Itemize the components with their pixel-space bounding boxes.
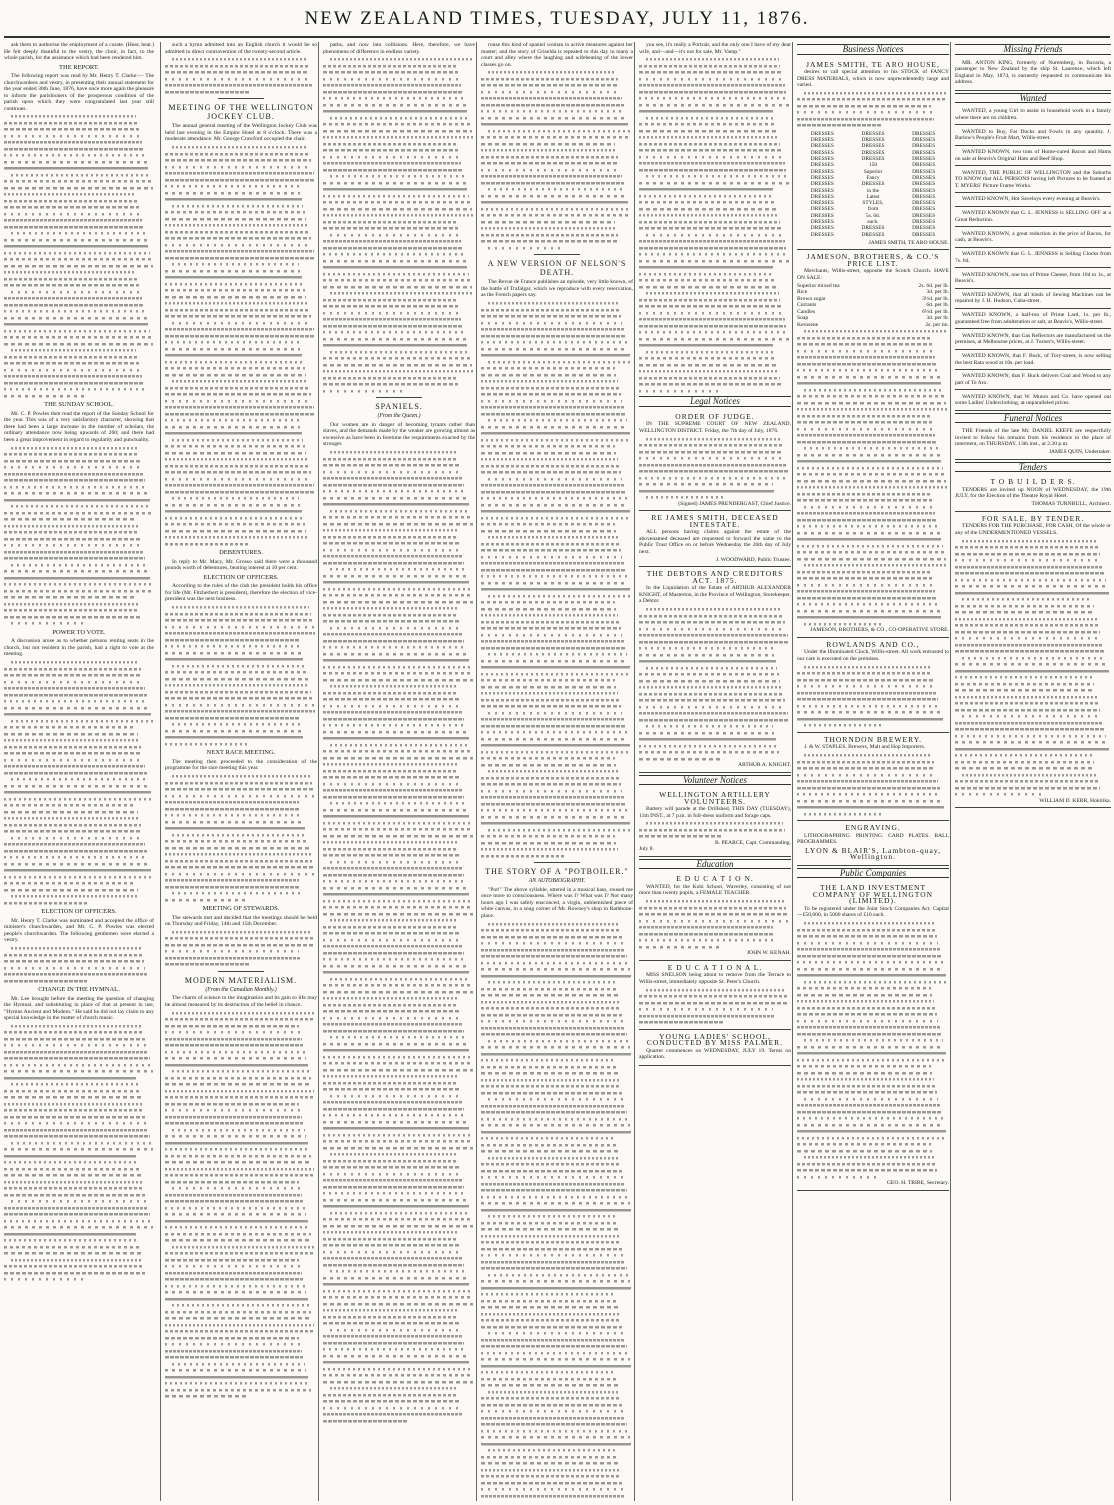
funeral-notices-heading: Funeral Notices (955, 413, 1111, 424)
dresses-cell: DRESSES (912, 231, 936, 238)
price-value: 3d. per lb. (926, 289, 949, 296)
dresses-cell: DRESSES (810, 156, 834, 163)
funeral-signature: JAMES QUIN, Undertaker. (1048, 449, 1111, 456)
ladies-school-notice (639, 1030, 791, 1066)
sale-title: FOR SALE, BY TENDER. (981, 513, 1085, 523)
dresses-cell: DRESSES (810, 149, 834, 156)
jockey-club-heading: MEETING OF THE WELLINGTON JOCKEY CLUB. (168, 103, 314, 122)
intro-paragraph: paths, and now into collisions. Here, therefore, we have phenomena of difference in endless variety. (323, 42, 475, 55)
wanted-list (955, 106, 1111, 410)
masthead: NEW ZEALAND TIMES, TUESDAY, JULY 11, 1876. (304, 8, 810, 29)
dresses-cell: DRESSES (810, 193, 834, 200)
body-text (481, 921, 633, 1501)
price-value: 6d. per lb. (926, 302, 949, 309)
dresses-cell: DRESSES (912, 174, 936, 181)
report-text: The following report was read by Mr. Henry T. Clarke:— The churchwardens and vestry, in presenting their annual statement for the year ended 30th June, 1876, have once more again the pleasure to inform the parishioners of the prosperous condition of the parish upon which they were congratulated last year still continues. (4, 73, 154, 112)
dresses-cell: DRESSES (912, 187, 936, 194)
body-text (797, 328, 949, 627)
text-line (639, 944, 723, 951)
text-line (323, 1418, 407, 1425)
next-race-text: The meeting then proceeded to the consideration of the programme for the race meeting this year. (165, 758, 317, 772)
missing-friends-heading: Missing Friends (955, 44, 1111, 55)
price-item: Candles (797, 308, 816, 315)
price-item: Currants (797, 302, 817, 309)
dresses-cell: DRESSES (861, 149, 885, 156)
dresses-cell: DRESSES (810, 137, 834, 144)
debtors-title: THE DEBTORS AND CREDITORS ACT. 1875. (646, 569, 784, 585)
dresses-cell: DRESSES (810, 231, 834, 238)
dresses-cell: DRESSES (912, 156, 936, 163)
jockey-club-text: The annual general meeting of the Wellington Jockey Club was held last evening in the Empire Hotel at 8 o'clock. There was a moderate attendance. Mr. George Crawford occupied the chair. (165, 123, 317, 143)
separator (376, 397, 422, 398)
builders-tender (955, 475, 1111, 511)
nelson-heading: A NEW VERSION OF NELSON'S DEATH. (487, 259, 627, 278)
educational-title: E D U C A T I O N A L. (667, 962, 763, 972)
debtors-signature: ARTHUR A. KNIGHT. (737, 762, 791, 769)
stewards-heading: MEETING OF STEWARDS. (202, 905, 280, 913)
dresses-cell: DRESSES (810, 174, 834, 181)
power-heading: POWER TO VOTE. (52, 628, 106, 636)
text-line (165, 741, 249, 748)
column-4 (476, 42, 637, 1501)
stewards-text: The stewards met and decided that the meetings should be held on Thursday and Friday, 14th and 15th December. (165, 914, 317, 928)
column-2 (160, 42, 321, 1501)
dresses-cell: DRESSES (810, 143, 834, 150)
next-race-heading: NEXT RACE MEETING. (206, 749, 276, 757)
text-line (4, 393, 87, 400)
engraving-ad (797, 821, 949, 866)
body-text (165, 604, 317, 747)
wanted-ad: WANTED KNOWN, that W. Munro and Co. have opened out some Ladies' Underclothing, at unparalleled prices. (955, 392, 1111, 411)
sale-text: TENDERS FOR THE PURCHASE, FOR CASH, Of the whole or any of the UNDERMENTIONED VESSELS. (955, 523, 1111, 536)
potboiler-heading: THE STORY OF A "POTBOILER." (485, 867, 629, 877)
body-text (165, 773, 317, 903)
power-text: A discussion arose as to whether persons renting seats in the church, but not resident in the parish, had a right to vote at the meeting. (4, 638, 154, 658)
text-line (639, 1019, 723, 1026)
dresses-cell: DRESSES (912, 162, 936, 169)
materialism-source: (From the Canadian Monthly.) (205, 986, 277, 993)
jameson-signature: JAMESON, BROTHERS, & CO., CO-OPERATIVE STORE. (810, 627, 949, 634)
dresses-cell: DRESSES (912, 200, 936, 207)
price-value: 2s. per tin. (925, 321, 949, 328)
intro-paragraph: you see, it's really a Portrait, and the only one I have of my dear wife, and—and—it's not for sale, Mr. Vamp." (639, 42, 791, 55)
wanted-ad: WANTED KNOWN, two tons of Home-cured Bacon and Hams on sale at Beavis's Original Ham and Beef Shop. (955, 147, 1111, 166)
dresses-cell: DRESSES (810, 219, 834, 226)
ladies-school-text: Quarter commences on WEDNESDAY, JULY 19. Terms on application. (639, 1047, 791, 1061)
masthead-rule (4, 36, 1110, 38)
judge-order-signature: (Signed) JAMES PRENDERGAST, Chief Justice. (678, 500, 791, 507)
debentures-text: In reply to Mr. Macy, Mr. Grosso said there were a thousand pounds worth of debentures, bearing interest at 10 per cent. (165, 558, 317, 572)
intro-paragraph: rouse this kind of spaniel woman to active measures against her master; and the story of Griselda is repeated to this day in many a court and alley where the laughing and wifebeating of the lower classes go on. (481, 42, 633, 68)
wanted-ad: WANTED KNOWN, that F. Buck delivers Coal and Wood to any part of Te Aro. (955, 371, 1111, 390)
legal-notices-heading: Legal Notices (639, 396, 791, 407)
smith-signature: JAMES SMITH, TE ARO HOUSE. (868, 239, 949, 246)
text-line (804, 811, 881, 818)
body-text (797, 90, 949, 129)
dresses-cell: Latest (866, 193, 880, 200)
dresses-cell: DRESSES (810, 130, 834, 137)
land-company-title: THE LAND INVESTMENT COMPANY OF WELLINGTON (LIMITED). (812, 883, 934, 906)
text-line (4, 1276, 87, 1283)
text-line (804, 621, 881, 628)
text-line (165, 961, 249, 968)
public-companies-heading: Public Companies (797, 868, 949, 879)
wanted-ad: WANTED KNOWN, that Gas Reflectors are manufactured on the premises, at Melbourne prices, at J. Turner's, Willis-street. (955, 331, 1111, 350)
body-text (4, 659, 154, 906)
judge-order-title: ORDER OF JUDGE. (675, 411, 755, 421)
education-title: E D U C A T I O N. (676, 874, 754, 884)
dresses-cell: DRESSES (912, 212, 936, 219)
smith-ad (797, 58, 949, 251)
debtors-text: In the Liquidation of the Estate of ARTHUR ALEXANDER KNIGHT, of Masterton, in the Province of Wellington, Storekeeper, a Debtor. (639, 585, 791, 605)
dresses-cell: DRESSES (810, 206, 834, 213)
dresses-cell: DRESSES (912, 181, 936, 188)
separator (534, 862, 580, 863)
column-5 (634, 42, 795, 1501)
text-line (481, 1499, 565, 1501)
rowlands-text: Under the Illuminated Clock, Willis-street. All work entrusted to our care is executed on the premises. (797, 649, 949, 662)
land-company-text: To be registered under the Joint Stock Companies Act. Capital—£50,000, in 5000 shares of £10 each. (797, 905, 949, 919)
body-text (4, 1023, 154, 1283)
jameson-ad (797, 250, 949, 637)
text-line (165, 541, 249, 548)
dresses-cell: each. (867, 219, 879, 226)
body-text (639, 987, 791, 1026)
education-notice (639, 872, 791, 960)
body-text (797, 664, 949, 729)
educational-text: MISS SNELSON being about to remove from the Terrace to Willis-street, immediately opposite St. Peter's Church. (639, 972, 791, 985)
text-line (488, 245, 565, 252)
column-1 (4, 42, 158, 1501)
missing-text: MR. ANTON KING, formerly of Nuremberg, in Bavaria, a passenger to New Zealand by the ship St. Laurence, which left England in May, 1874, is earnestly requested to communicate his address. (955, 59, 1111, 85)
wanted-ad: WANTED KNOWN, Hot Saveloys every evening at Beavis's. (955, 194, 1111, 207)
artillery-notice (639, 788, 791, 857)
debentures-heading: DEBENTURES. (219, 549, 263, 557)
dresses-cell: DRESSES (912, 143, 936, 150)
wanted-ad: WANTED KNOWN, one ton of Prime Cheese, from 10d to 1s., at Beavis's. (955, 270, 1111, 289)
engraving-text: LITHOGRAPHING. PRINTING. CARD PLATES. BALL PROGRAMMES. (797, 832, 949, 846)
lyon-blair: LYON & BLAIR'S, Lambton-quay, Wellington. (805, 845, 941, 862)
price-item: Brown sugar (797, 295, 826, 302)
price-value: 2s. 6d. per lb. (918, 282, 949, 289)
officers-heading: ELECTION OF OFFICERS. (41, 908, 117, 916)
dresses-cell: DRESSES (810, 212, 834, 219)
educational-notice (639, 961, 791, 1030)
builders-text: TENDERS are invited up NOON of WEDNESDAY, the 19th JULY, for the Erection of the Theatre Royal Hotel. (955, 486, 1111, 500)
debtors-notice (639, 567, 791, 772)
dresses-cell: DRESSES (810, 168, 834, 175)
wanted-ad: WANTED to Buy, Fat Ducks and Fowls in any quantity. J. Barlow's People's Fruit Mart, Willis-street. (955, 127, 1111, 146)
judge-order-notice (639, 410, 791, 511)
artillery-title: WELLINGTON ARTILLERY VOLUNTEERS. (659, 790, 771, 806)
spaniels-text: Our women are in danger of becoming tyrants rather than slaves, and the demands made by the weaker are growing almost as excessive as have been in foretime the requirements exacted by the stronger. (323, 421, 475, 448)
dresses-cell: DRESSES (861, 225, 885, 232)
separator (218, 971, 264, 972)
spaniels-source: (From the Queen.) (377, 413, 421, 420)
dresses-cell: DRESSES (861, 143, 885, 150)
potboiler-text: "Pot!" The above syllable, uttered in a musical bass, roused me once more to consciousness. Where was I? What was I? Not many hours ago I was safely ensconced, a virgin, unblemished piece of white canvas, in a snug corner of Mr. Rowney's shop in Rathbone-place. (481, 886, 633, 919)
education-text: WANTED, for the Kohi School, Waverley, consisting of not more than twenty pupils, a FEMALE TEACHER. (639, 883, 791, 897)
dresses-cell: DRESSES (912, 149, 936, 156)
column-3 (318, 42, 479, 1501)
body-text (165, 929, 317, 968)
thorndon-title: THORNDON BREWERY. (823, 734, 923, 744)
land-company-ad (797, 881, 949, 1190)
smith-text: desires to call special attention to his STOCK of FANCY DRESS MATERIALS, which is now unprecedentedly large and varied. (797, 69, 949, 88)
thorndon-ad (797, 733, 949, 821)
potboiler-subtitle: AN AUTOBIOGRAPHY. (528, 878, 586, 885)
price-value: 3½d. per lb. (922, 295, 949, 302)
dresses-cell: DRESSES (912, 168, 936, 175)
text-line (797, 1174, 881, 1181)
intestate-title: RE JAMES SMITH, DECEASED INTESTATE. (651, 513, 779, 529)
wanted-ad: WANTED KNOWN, that all kinds of Sewing Machines can be repaired by J. H. Hudson, Cuba-street. (955, 290, 1111, 309)
sale-signature: WILLIAM D. KERR, Hokitika. (1039, 797, 1111, 804)
body-text (323, 56, 475, 394)
dresses-cell: DRESSES (912, 225, 936, 232)
column-7 (950, 42, 1114, 1501)
judge-order-text: IN THE SUPREME COURT OF NEW ZEALAND, WELLINGTON DISTRICT. Friday, the 7th day of July, 1876. (639, 421, 791, 434)
dresses-cell: DRESSES (861, 181, 885, 188)
dresses-cell: 5s. 6d. (865, 212, 881, 219)
price-item: Rice (797, 289, 808, 296)
separator (218, 98, 264, 99)
jameson-title: JAMESON, BROTHERS, & CO.'S PRICE LIST. (806, 252, 940, 268)
separator (534, 254, 580, 255)
business-notices-heading: Business Notices (797, 44, 949, 55)
engraving-title: ENGRAVING. (845, 823, 901, 833)
artillery-text: Battery will parade at the Drillshed, THIS DAY (TUESDAY), 11th INST., at 7 p.m. in full-dress uniform and forage caps. (639, 806, 791, 819)
body-text (639, 56, 791, 394)
text-line (4, 978, 87, 985)
builders-signature: THOMAS TURNBULL, Architect. (1031, 501, 1111, 508)
dresses-cell: Fancy (866, 174, 880, 181)
dresses-cell: STYLES, (862, 200, 884, 207)
dresses-cell: DRESSES (912, 130, 936, 137)
body-text (4, 945, 154, 984)
smith-title: JAMES SMITH, TE ARO HOUSE, (806, 59, 940, 69)
body-text (639, 606, 791, 762)
rowlands-title: ROWLANDS AND CO., (826, 639, 920, 649)
volunteer-notices-heading: Volunteer Notices (639, 775, 791, 786)
text-line (639, 756, 723, 763)
body-text (639, 436, 791, 501)
body-text (639, 820, 791, 840)
education-signature: JOHN W. KENAH. (746, 950, 791, 957)
artillery-date: July 8. (639, 846, 654, 853)
spaniels-heading: SPANIELS. (375, 402, 423, 412)
dresses-cell: DRESSES (861, 156, 885, 163)
election-heading: ELECTION OF OFFICERS. (203, 573, 279, 581)
intestate-signature: J. WOODWARD, Public Trustee. (715, 556, 791, 563)
price-item: Superior mixed tea (797, 282, 840, 289)
hymnal-text: Mr. Lee brought before the meeting the question of changing the Hymnal, and substituting in place of that at present in use, "Hymns Ancient and Modern." He said he did not lay claim to any special knowledge in the matter of church music. (4, 995, 154, 1022)
price-item: Soap (797, 315, 809, 322)
materialism-heading: MODERN MATERIALISM. (184, 975, 298, 985)
dresses-cell: DRESSES (810, 181, 834, 188)
text-line (165, 89, 249, 96)
dresses-cell: DRESSES (861, 130, 885, 137)
nelson-text: The Revue de France publishes an episode, very little known, of the battle of Trafalgar, which we reproduce with every reservation, as the French papers say. (481, 279, 633, 299)
dresses-cell: DRESSES (861, 137, 885, 144)
sale-tender (955, 512, 1111, 808)
funeral-notice (955, 426, 1111, 459)
body-text (4, 113, 154, 399)
wanted-ad: WANTED, a young Girl to assist in household work in a family where there are no children. (955, 106, 1111, 125)
body-text (4, 445, 154, 627)
text-line (323, 388, 407, 395)
intro-paragraph: such a hymn admitted into an English church it would be so admitted in direct contravention of the twenty-second article. (165, 42, 317, 55)
lead-paragraph: ask them to authorise the employment of a curate. (Hear, hear.) He felt deeply thankful to the vestry, the choir, in fact, to the whole parish, for the assistance which had been rendered him. (4, 42, 154, 61)
hymnal-heading: CHANGE IN THE HYMNAL. (38, 986, 120, 994)
wanted-ad: WANTED KNOWN that G. L. JENNESS is SELLING OFF at a Great Reduction. (955, 208, 1111, 227)
thorndon-text: J. & W. STAPLES, Brewers, Malt and Hop Importers. (804, 744, 926, 751)
intestate-notice (639, 511, 791, 567)
column-6 (792, 42, 953, 1501)
builders-title: T O B U I L D E R S. (990, 477, 1076, 487)
wanted-ad: WANTED KNOWN, a great reduction in the price of Bacon, for cash, at Beavis's. (955, 229, 1111, 248)
education-heading: Education (639, 859, 791, 870)
text-line (955, 791, 1041, 798)
text-line (481, 853, 565, 860)
wanted-heading: Wanted (955, 93, 1111, 104)
dresses-grid (797, 131, 949, 238)
dresses-cell: DRESSES (810, 162, 834, 169)
dresses-cell: DRESSES (912, 219, 936, 226)
price-item: Kerosene (797, 321, 819, 328)
rowlands-ad (797, 638, 949, 733)
wanted-ad: WANTED KNOWN, that F. Buck, of Tory-street, is now selling the best Rata wood at 10s. per load. (955, 351, 1111, 370)
text-line (165, 1393, 249, 1400)
text-line (804, 722, 881, 729)
intestate-text: ALL persons having claims against the estate of the abovenamed deceased are requested to forward the same to the Public Trust Office on or before Wednesday the 26th day of July next. (639, 529, 791, 555)
election-text: According to the rules of the club the president holds his office for life (Mr. Fitzherbert is president), therefore the election of vice-president was the next business. (165, 583, 317, 603)
text-line (646, 494, 723, 501)
dresses-cell: DRESSES (912, 137, 936, 144)
dresses-cell: DRESSES (810, 225, 834, 232)
body-text (323, 449, 475, 1424)
artillery-signature: B. PEARCE, Capt. Commanding. (715, 839, 791, 846)
sunday-school-heading: THE SUNDAY SCHOOL. (44, 401, 114, 409)
dresses-cell: DRESSES (912, 206, 936, 213)
materialism-text: The charm of science to the imagination and its gain to life may be almost measured by its destruction of the belief in chance. (165, 995, 317, 1008)
missing-notice (955, 58, 1111, 91)
body-text (797, 752, 949, 817)
text-line (797, 122, 881, 129)
text-line (4, 900, 87, 907)
dresses-cell: DRESSES (810, 187, 834, 194)
body-text (165, 56, 317, 95)
sunday-school-text: Mr. C. P. Powles then read the report of the Sunday School for the year. This was of a very satisfactory character, showing that there had been a large increase in the number of scholars, the ordinary attendance now being upwards of 260; and there had been a great improvement in regard to regularity and punctuality. (4, 410, 154, 443)
body-text (481, 300, 633, 859)
wanted-ad: WANTED KNOWN, a half-ton of Prime Lard, 1s. per lb., guaranteed free from adulteration or salt, at Beavis's, Willis-street. (955, 310, 1111, 329)
land-company-signature: GEO. H. TRIBE, Secretary. (886, 1180, 949, 1186)
price-list (797, 283, 949, 329)
funeral-text: THE Friends of the late Mr. DANIEL KEEFE are respectfully invited to follow his remains from his residence to the place of interment, on THURSDAY, 13th inst., at 2.30 p.m. (955, 428, 1111, 448)
wanted-ad: WANTED, THE PUBLIC OF WELLINGTON and the Suburbs TO KNOW that ALL PERSONS having left Pictures to be framed at T. MYERS' Picture Frame Works. (955, 168, 1111, 194)
officers-text: Mr. Henry T. Clarke was nominated and accepted the office of minister's churchwarden, and Mr. C. P. Powles was elected people's churchwarden. The following gentlemen were elected a vestry. (4, 917, 154, 944)
price-value: 3d. per lb. (926, 315, 949, 322)
body-text (955, 538, 1111, 798)
body-text (639, 898, 791, 950)
body-text (165, 144, 317, 547)
price-value: 6½d. per lb. (922, 308, 949, 315)
report-heading: THE REPORT. (59, 63, 99, 71)
dresses-cell: DRESSES (810, 200, 834, 207)
dresses-cell: in the (866, 187, 880, 194)
body-text (481, 69, 633, 251)
dresses-cell: DRESSES (912, 193, 936, 200)
jameson-text: Merchants, Willis-street, opposite the Scotch Church. HAVE ON SALE: (797, 268, 949, 281)
text-line (165, 897, 249, 904)
dresses-cell: from (867, 206, 879, 213)
dresses-cell: DRESSES (861, 231, 885, 238)
text-line (639, 833, 723, 840)
text-line (11, 620, 87, 627)
body-text (797, 920, 949, 1180)
wanted-ad: WANTED KNOWN that G. L. JENNESS is Selling Clocks from 7s. 6d. (955, 249, 1111, 268)
dresses-cell: 150 (868, 162, 878, 169)
body-text (165, 1010, 317, 1400)
ladies-school-title: YOUNG LADIES' SCHOOL, CONDUCTED BY MISS PALMER. (646, 1031, 784, 1048)
dresses-cell: Superior (863, 168, 883, 175)
tenders-heading: Tenders (955, 462, 1111, 473)
text-line (639, 388, 723, 395)
